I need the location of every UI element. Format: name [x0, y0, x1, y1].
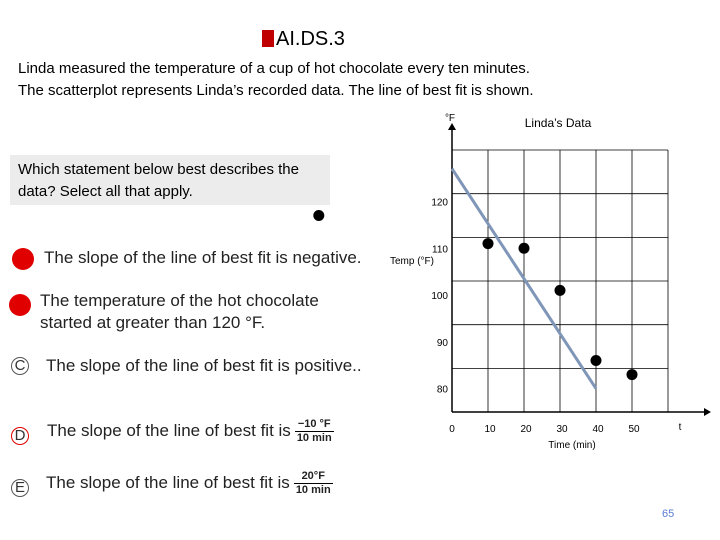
data-point	[555, 285, 566, 296]
x-axis-label: Time (min)	[548, 440, 596, 451]
option-c-text: The slope of the line of best fit is positive..	[46, 356, 362, 375]
x-axis-end-label: t	[678, 422, 682, 433]
data-point	[627, 369, 638, 380]
data-point	[313, 210, 324, 221]
intro-text: Linda measured the temperature of a cup of hot chocolate every ten minutes. The scatterplot represents Linda’s recorded data. The line of best fit is shown.	[18, 60, 534, 99]
chart-title: Linda’s Data	[524, 116, 592, 130]
option-e-fraction: $\frac{20^\circ F}{10 \min}$	[295, 470, 331, 496]
data-point	[519, 243, 530, 254]
y-unit-label: °F	[444, 113, 456, 124]
x-tick-label: 50	[628, 424, 640, 435]
option-b-text: The temperature of the hot chocolate	[40, 291, 319, 310]
data-point	[591, 355, 602, 366]
option-a-text: The slope of the line of best fit is negative.	[44, 248, 362, 267]
option-e-letter[interactable]: E	[11, 479, 29, 497]
x-tick-label: 40	[592, 424, 604, 435]
x-tick-label: 0	[449, 424, 455, 435]
y-tick-label: 100	[431, 291, 448, 303]
y-tick-label: 110	[432, 244, 448, 256]
y-axis-arrow	[448, 123, 456, 130]
y-tick-label: 80	[436, 384, 448, 396]
option-d-text: The slope of the line of best fit is $\frac{-10 ^\circ F}{10 \min}$	[47, 418, 332, 444]
x-axis-arrow	[704, 408, 711, 416]
data-point	[483, 238, 494, 249]
x-tick-label: 10	[484, 424, 496, 435]
x-tick-label: 30	[556, 424, 568, 435]
y-tick-label: 90	[436, 337, 448, 349]
y-tick-label: 120	[431, 197, 448, 209]
option-d-fraction: $\frac{-10 ^\circ F}{10 \min}$	[296, 418, 332, 444]
x-tick-label: 20	[520, 424, 532, 435]
option-e-text: The slope of the line of best fit is $\frac{20^\circ F}{10 \min}$	[46, 470, 331, 496]
option-c-letter[interactable]: C	[11, 357, 29, 375]
option-d-letter[interactable]: D	[11, 427, 29, 445]
slide-title: AI.DS.3	[262, 28, 345, 51]
page-number: 65	[662, 508, 675, 520]
y-axis-label: Temp (°F)	[390, 256, 434, 267]
question-box: Which statement below best describes the data? Select all that apply.	[10, 155, 330, 205]
option-b-text-line2: started at greater than 120 °F.	[40, 313, 266, 332]
